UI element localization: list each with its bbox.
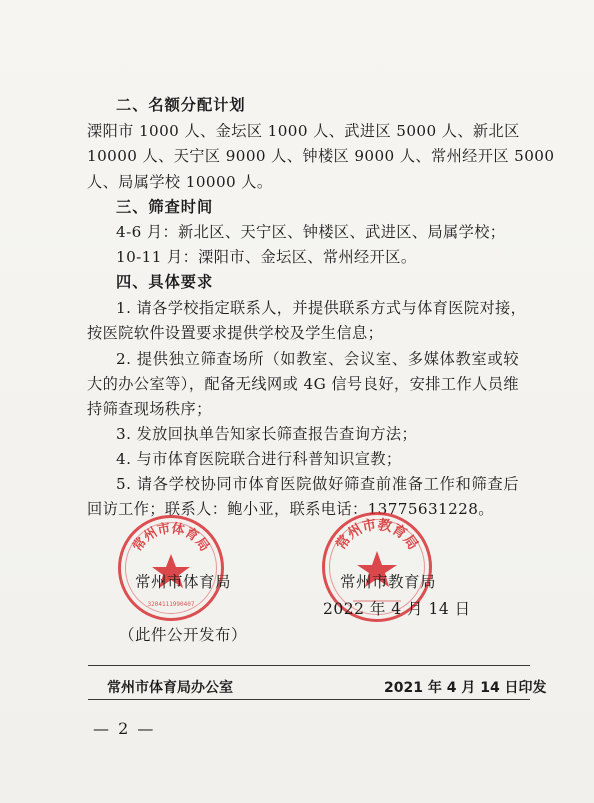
signature-date: 2022 年 4 月 14 日 bbox=[323, 600, 471, 618]
footer-top-rule bbox=[88, 665, 530, 666]
body-line: 人、局属学校 10000 人。 bbox=[87, 173, 273, 191]
svg-text:常州市教育局: 常州市教育局 bbox=[333, 517, 421, 553]
section-heading-requirements: 四、具体要求 bbox=[116, 273, 214, 291]
body-line: 4. 与市体育医院联合进行科普知识宣教； bbox=[116, 450, 402, 468]
svg-text:常州市体育局: 常州市体育局 bbox=[130, 521, 212, 555]
print-date: 2021 年 4 月 14 日印发 bbox=[384, 680, 547, 696]
page-number: — 2 — bbox=[93, 719, 156, 738]
section-heading-quota: 二、名额分配计划 bbox=[116, 96, 246, 114]
body-line: 5. 请各学校协同市体育医院做好筛查前准备工作和筛查后 bbox=[116, 475, 519, 493]
footer-bottom-rule bbox=[88, 699, 530, 700]
body-line: 持筛查现场秩序； bbox=[87, 400, 212, 418]
body-line: 10000 人、天宁区 9000 人、钟楼区 9000 人、常州经开区 5000 bbox=[87, 147, 555, 165]
body-line: 10-11 月：溧阳市、金坛区、常州经开区。 bbox=[116, 248, 417, 266]
sports-bureau-seal bbox=[118, 515, 224, 621]
body-line: 溧阳市 1000 人、金坛区 1000 人、武进区 5000 人、新北区 bbox=[87, 122, 520, 140]
section-heading-schedule: 三、筛查时间 bbox=[116, 198, 214, 216]
body-line: 2. 提供独立筛查场所（如教室、会议室、多媒体教室或较 bbox=[116, 350, 519, 368]
signature-sports-bureau: 常州市体育局 bbox=[135, 573, 232, 591]
signature-education-bureau: 常州市教育局 bbox=[340, 573, 437, 591]
svg-text:3204111990407: 3204111990407 bbox=[147, 601, 195, 608]
issuing-office: 常州市体育局办公室 bbox=[107, 680, 233, 696]
body-line: 1. 请各学校指定联系人，并提供联系方式与体育医院对接， bbox=[116, 299, 527, 317]
body-line: 大的办公室等），配备无线网或 4G 信号良好，安排工作人员维 bbox=[87, 375, 519, 393]
body-line: 3. 发放回执单告知家长筛查报告查询方法； bbox=[116, 425, 418, 443]
body-line: 回访工作；联系人：鲍小亚，联系电话：13775631228。 bbox=[87, 500, 494, 518]
body-line: 按医院软件设置要求提供学校及学生信息； bbox=[87, 324, 384, 342]
public-release-note: （此件公开发布） bbox=[119, 626, 248, 644]
body-line: 4-6 月：新北区、天宁区、钟楼区、武进区、局属学校； bbox=[116, 223, 506, 241]
